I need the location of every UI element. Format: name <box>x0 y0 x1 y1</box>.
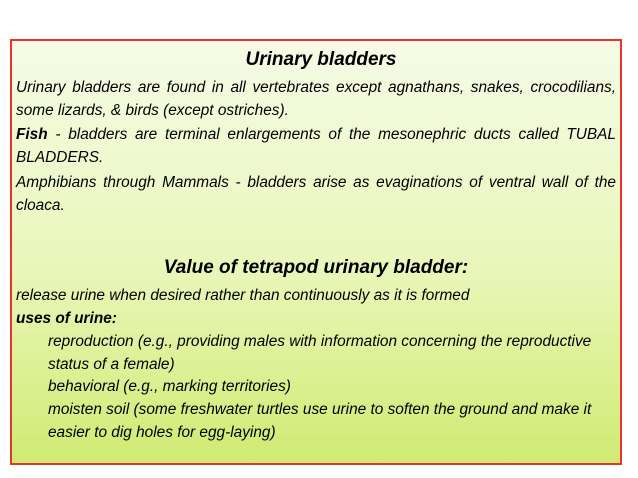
fish-label: Fish <box>16 126 48 143</box>
value-title: Value of tetrapod urinary bladder: <box>163 257 469 278</box>
use-item-behavioral: behavioral (e.g., marking territories) <box>48 378 291 395</box>
use-item-moisten-soil: moisten soil (some freshwater turtles use urine to soften the ground and make it easier to dig holes for egg-laying) <box>48 401 592 441</box>
fish-paragraph <box>16 124 616 169</box>
uses-label: uses of urine: <box>16 310 117 327</box>
use-item-reproduction: reproduction (e.g., providing males with information concerning the reproductive status of a female) <box>48 333 592 373</box>
fish-text: - bladders are terminal enlargements of the mesonephric ducts called TUBAL BLADDERS. <box>16 126 616 166</box>
intro-paragraph: Urinary bladders are found in all vertebrates except agnathans, snakes, crocodilians, some lizards, & birds (except ostriches). <box>16 79 616 119</box>
amphibians-paragraph: Amphibians through Mammals - bladders arise as evaginations of ventral wall of the cloaca. <box>16 174 616 214</box>
slide-panel <box>10 39 622 465</box>
release-text: release urine when desired rather than continuously as it is formed <box>16 287 470 304</box>
slide-title: Urinary bladders <box>245 49 397 70</box>
